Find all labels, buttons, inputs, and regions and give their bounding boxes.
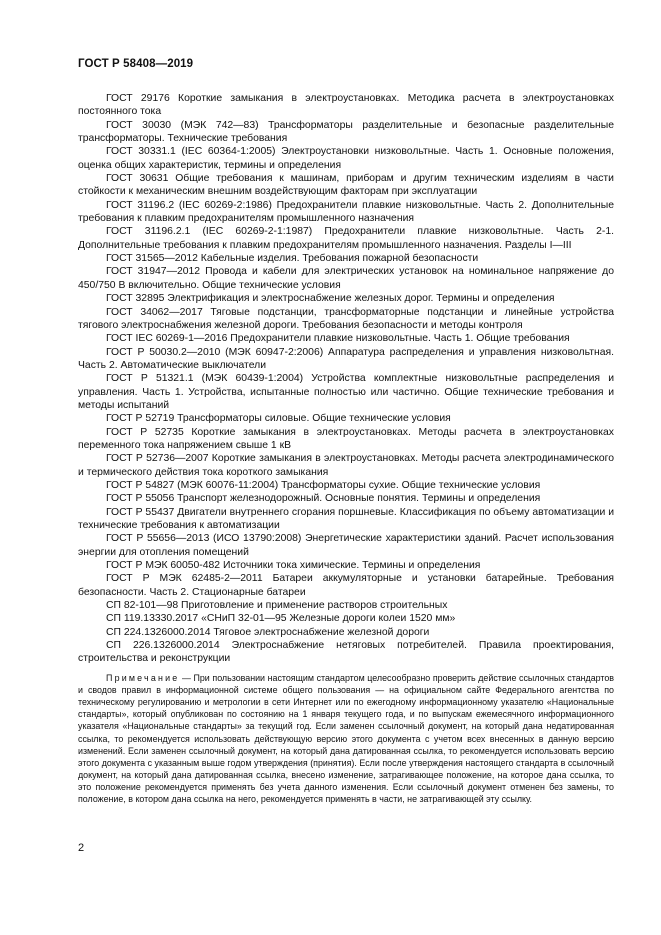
reference-item: ГОСТ Р 51321.1 (МЭК 60439-1:2004) Устройства комплектные низковольтные распределения и управления. Часть 1. Устройства, испытанные полностью или частично. Общие технические требования и методы испытаний	[78, 373, 614, 411]
reference-item: ГОСТ Р 50030.2—2010 (МЭК 60947-2:2006) Аппаратура распределения и управления низковольтная. Часть 2. Автоматические выключатели	[78, 346, 614, 371]
reference-item: ГОСТ 34062—2017 Тяговые подстанции, трансформаторные подстанции и линейные устройства тягового электроснабжения железной дороги. Требования безопасности и методы контроля	[78, 306, 614, 331]
reference-item: ГОСТ Р 55056 Транспорт железнодорожный. Основные понятия. Термины и определения	[106, 493, 541, 505]
page-number: 2	[78, 842, 85, 854]
reference-item: ГОСТ 30631 Общие требования к машинам, приборам и другим техническим изделиям в части стойкости к механическим внешним воздействующим факторам при эксплуатации	[78, 173, 614, 198]
reference-item: ГОСТ Р 54827 (МЭК 60076-11:2004) Трансформаторы сухие. Общие технические условия	[106, 479, 541, 491]
reference-item: ГОСТ 29176 Короткие замыкания в электроустановках. Методика расчета в электроустановках постоянного тока	[78, 93, 614, 118]
reference-item: ГОСТ Р 52735 Короткие замыкания в электроустановках. Методы расчета в электроустановках переменного тока напряжением свыше 1 кВ	[78, 426, 614, 451]
reference-item: ГОСТ 31947—2012 Провода и кабели для электрических установок на номинальное напряжение до 450/750 В включительно. Общие технические условия	[78, 266, 614, 291]
reference-item: ГОСТ Р 52736—2007 Короткие замыкания в электроустановках. Методы расчета электродинамического и термического действия тока короткого замыкания	[78, 453, 614, 478]
reference-item: ГОСТ 31196.2.1 (IEC 60269-2-1:1987) Предохранители плавкие низковольтные. Часть 2-1. Дополнительные требования к плавким предохранителям промышленного назначения. Разделы I—III	[78, 226, 614, 251]
reference-item: ГОСТ Р 55656—2013 (ИСО 13790:2008) Энергетические характеристики зданий. Расчет использования энергии для отопления помещений	[78, 533, 614, 558]
reference-item: ГОСТ 32895 Электрификация и электроснабжение железных дорог. Термины и определения	[106, 293, 555, 305]
reference-item: ГОСТ 30030 (МЭК 742—83) Трансформаторы разделительные и безопасные разделительные трансформаторы. Технические требования	[78, 119, 614, 145]
normative-references	[78, 92, 614, 806]
reference-item: СП 226.1326000.2014 Электроснабжение нетяговых потребителей. Правила проектирования, строительства и реконструкции	[78, 640, 614, 665]
document-header: ГОСТ Р 58408—2019	[78, 58, 194, 70]
reference-item: ГОСТ 30331.1 (IEC 60364-1:2005) Электроустановки низковольтные. Часть 1. Основные положения, оценка общих характеристик, термины и определения	[78, 146, 614, 171]
reference-item: ГОСТ Р МЭК 60050-482 Источники тока химические. Термины и определения	[106, 560, 481, 572]
reference-item: ГОСТ Р 55437 Двигатели внутреннего сгорания поршневые. Классификация по объему автоматизации и технические требования к автоматизации	[78, 506, 614, 531]
note-text: — При пользовании настоящим стандартом целесообразно проверить действие ссылочных стандартов и сводов правил в информационной системе общего пользования — на официальном сайте Федерального агентства по техническому регулированию и метрологии в сети Интернет или по ежегодному информационному указателю «Национальные стандарты», который опубликован по состоянию на 1 января текущего года, и по выпускам ежемесячного информационного указателя «Национальные стандарты» за текущий год. Если заменен ссылочный документ, на который дана недатированная ссылка, то рекомендуется использовать действующую версию этого документа с учетом всех внесенных в данную версию изменений. Если заменен ссылочный документ, на который дана датированная ссылка, то рекомендуется использовать версию этого документа с указанным выше годом утверждения (принятия). Если после утверждения настоящего стандарта в ссылочный документ, на который дана датированная ссылка, внесено изменение, затрагивающее положение, на которое дана ссылка, то это положение рекомендуется применять без учета данного изменения. Если ссылочный документ отменен без замены, то положение, в котором дана ссылка на него, рекомендуется применять в части, не затрагивающей эту ссылку.	[78, 672, 615, 805]
reference-item: СП 224.1326000.2014 Тяговое электроснабжение железной дороги	[106, 626, 430, 638]
note-paragraph	[78, 672, 614, 806]
reference-item: ГОСТ 31565—2012 Кабельные изделия. Требования пожарной безопасности	[106, 253, 479, 265]
note-label: Примечание	[106, 672, 180, 683]
reference-item: ГОСТ Р 52719 Трансформаторы силовые. Общие технические условия	[106, 413, 451, 425]
reference-item: ГОСТ 31196.2 (IEC 60269-2:1986) Предохранители плавкие низковольтные. Часть 2. Дополнительные требования к плавким предохранителям промышленного назначения	[78, 199, 614, 225]
reference-item: ГОСТ IEC 60269-1—2016 Предохранители плавкие низковольтные. Часть 1. Общие требования	[106, 333, 570, 345]
reference-item: СП 119.13330.2017 «СНиП 32-01—95 Железные дороги колеи 1520 мм»	[106, 613, 456, 625]
reference-item: ГОСТ Р МЭК 62485-2—2011 Батареи аккумуляторные и установки батарейные. Требования безопасности. Часть 2. Стационарные батареи	[78, 573, 614, 598]
reference-item: СП 82-101—98 Приготовление и применение растворов строительных	[106, 600, 448, 612]
